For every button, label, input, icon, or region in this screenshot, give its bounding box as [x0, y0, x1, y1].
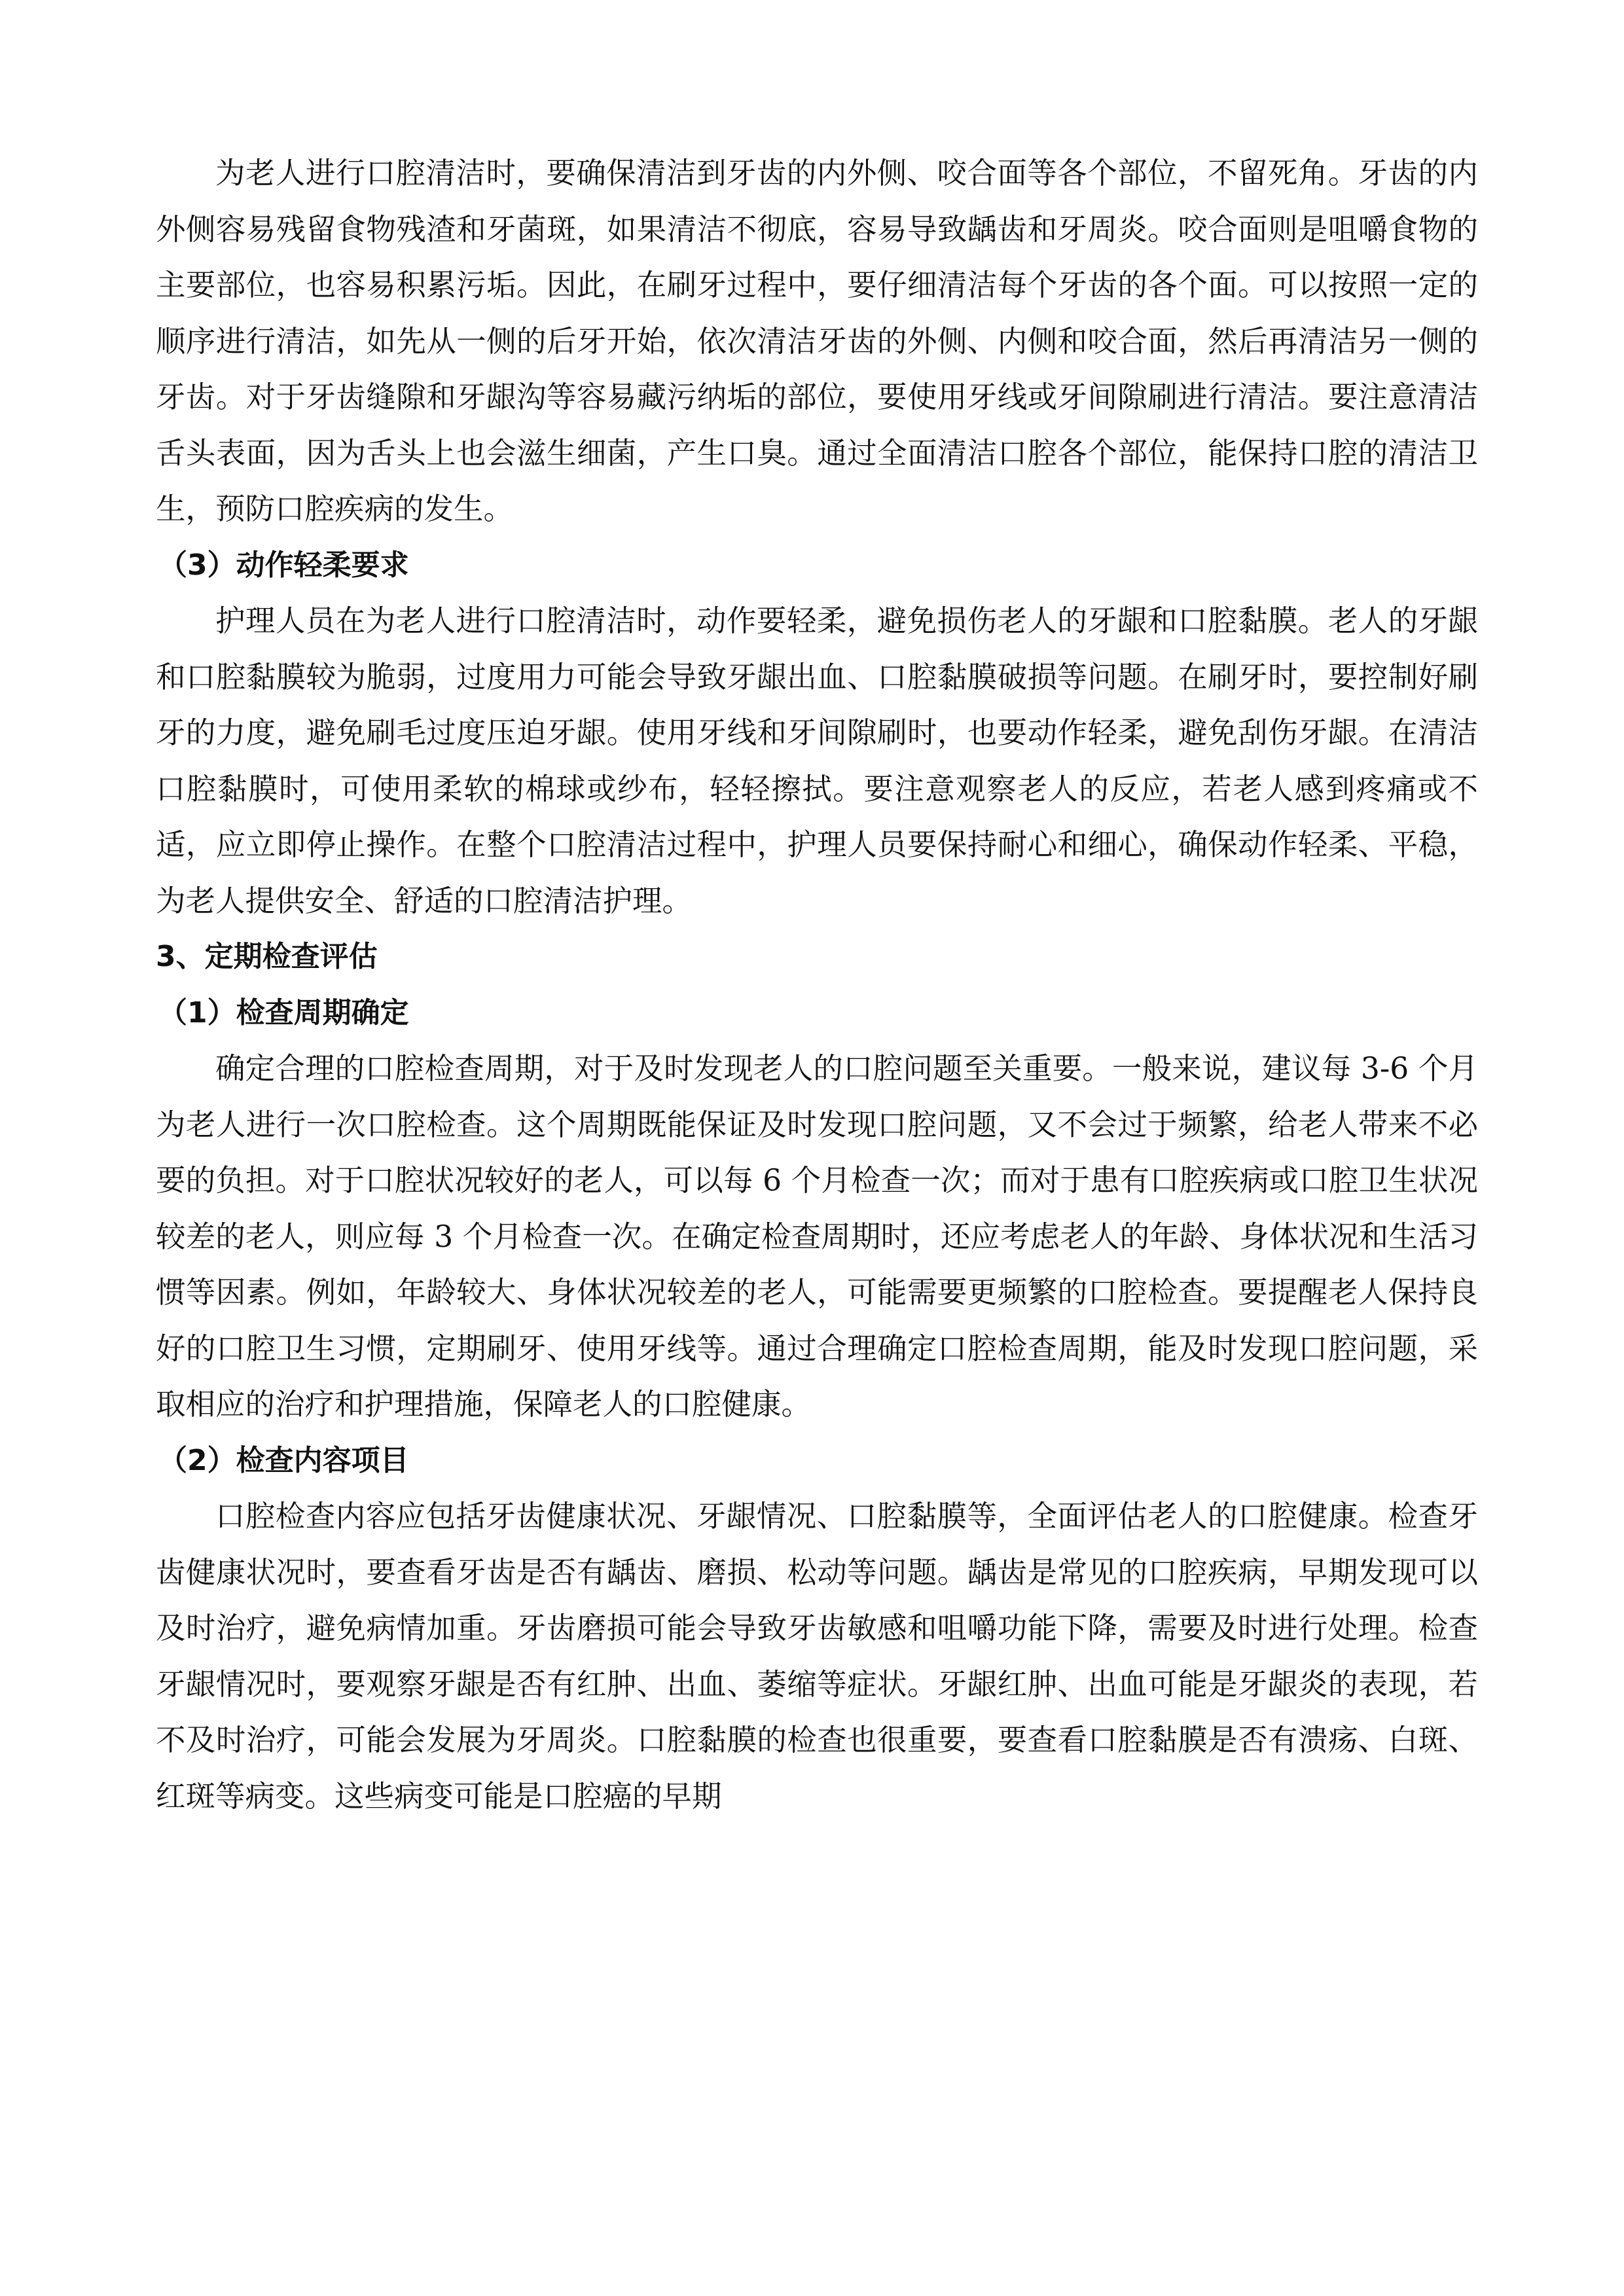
paragraph-check-cycle: 确定合理的口腔检查周期，对于及时发现老人的口腔问题至关重要。一般来说，建议每 3-6 个月为老人进行一次口腔检查。这个周期既能保证及时发现口腔问题，又不会过于频繁，给老人带来不必要的负担。对于口腔状况较好的老人，可以每 6 个月检查一次；而对于患有口腔疾病或口腔卫生状况较差的老人，则应每 3 个月检查一次。在确定检查周期时，还应考虑老人的年龄、身体状况和生活习惯等因素。例如，年龄较大、身体状况较差的老人，可能需要更频繁的口腔检查。要提醒老人保持良好的口腔卫生习惯，定期刷牙、使用牙线等。通过合理确定口腔检查周期，能及时发现口腔问题，采取相应的治疗和护理措施，保障老人的口腔健康。 — [156, 1051, 1478, 1422]
subheading-gentle-action: （3）动作轻柔要求 — [158, 548, 409, 582]
document-page — [156, 145, 1478, 1824]
subheading-check-content: （2）检查内容项目 — [158, 1443, 409, 1477]
paragraph-comprehensive-cleaning: 为老人进行口腔清洁时，要确保清洁到牙齿的内外侧、咬合面等各个部位，不留死角。牙齿的内外侧容易残留食物残渣和牙菌斑，如果清洁不彻底，容易导致龋齿和牙周炎。咬合面则是咀嚼食物的主要部位，也容易积累污垢。因此，在刷牙过程中，要仔细清洁每个牙齿的各个面。可以按照一定的顺序进行清洁，如先从一侧的后牙开始，依次清洁牙齿的外侧、内侧和咬合面，然后再清洁另一侧的牙齿。对于牙齿缝隙和牙龈沟等容易藏污纳垢的部位，要使用牙线或牙间隙刷进行清洁。要注意清洁舌头表面，因为舌头上也会滋生细菌，产生口臭。通过全面清洁口腔各个部位，能保持口腔的清洁卫生，预防口腔疾病的发生。 — [156, 156, 1478, 526]
heading-regular-check: 3、定期检查评估 — [156, 940, 378, 973]
paragraph-gentle-action: 护理人员在为老人进行口腔清洁时，动作要轻柔，避免损伤老人的牙龈和口腔黏膜。老人的牙龈和口腔黏膜较为脆弱，过度用力可能会导致牙龈出血、口腔黏膜破损等问题。在刷牙时，要控制好刷牙的力度，避免刷毛过度压迫牙龈。使用牙线和牙间隙刷时，也要动作轻柔，避免刮伤牙龈。在清洁口腔黏膜时，可使用柔软的棉球或纱布，轻轻擦拭。要注意观察老人的反应，若老人感到疼痛或不适，应立即停止操作。在整个口腔清洁过程中，护理人员要保持耐心和细心，确保动作轻柔、平稳，为老人提供安全、舒适的口腔清洁护理。 — [156, 603, 1478, 918]
subheading-check-cycle: （1）检查周期确定 — [158, 996, 409, 1030]
paragraph-check-content: 口腔检查内容应包括牙齿健康状况、牙龈情况、口腔黏膜等，全面评估老人的口腔健康。检查牙齿健康状况时，要查看牙齿是否有龋齿、磨损、松动等问题。龋齿是常见的口腔疾病，早期发现可以及时治疗，避免病情加重。牙齿磨损可能会导致牙齿敏感和咀嚼功能下降，需要及时进行处理。检查牙龈情况时，要观察牙龈是否有红肿、出血、萎缩等症状。牙龈红肿、出血可能是牙龈炎的表现，若不及时治疗，可能会发展为牙周炎。口腔黏膜的检查也很重要，要查看口腔黏膜是否有溃疡、白斑、红斑等病变。这些病变可能是口腔癌的早期 — [156, 1499, 1478, 1814]
